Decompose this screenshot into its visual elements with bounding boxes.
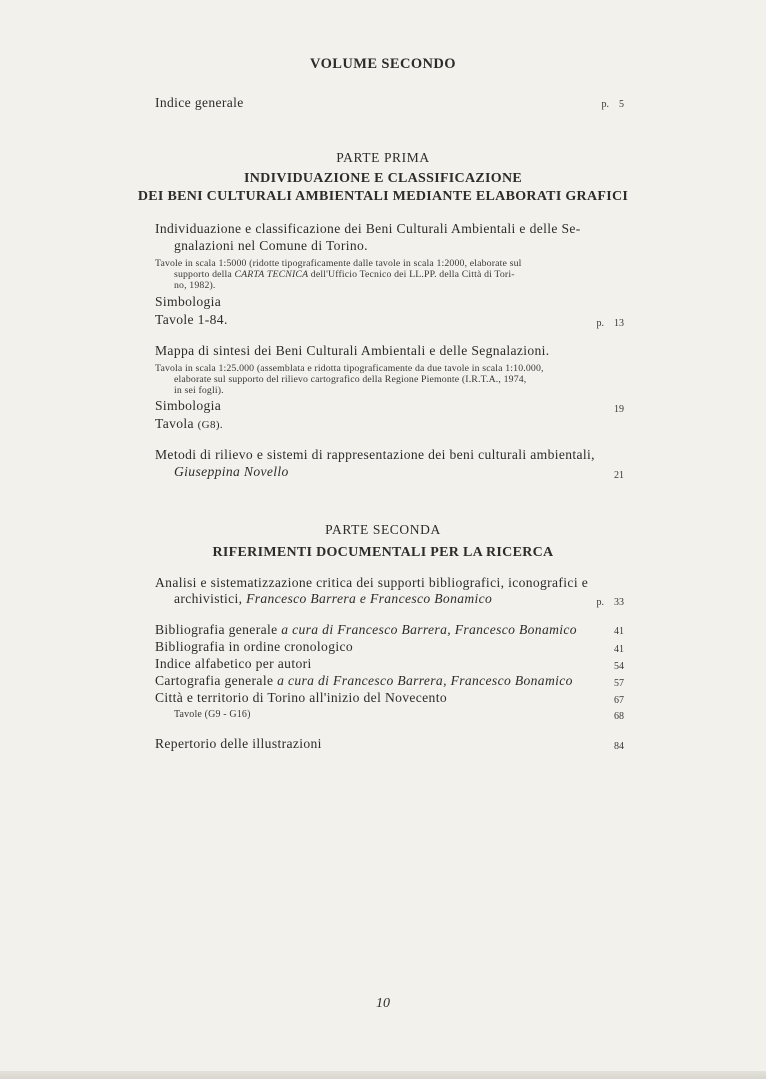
entry-repertorio-illustrazioni: Repertorio delle illustrazioni (155, 736, 322, 751)
indice-alfabetico-page: 54 (614, 661, 624, 672)
scan-edge (0, 1071, 766, 1079)
parte-seconda-title: RIFERIMENTI DOCUMENTALI PER LA RICERCA (212, 545, 554, 560)
tavole-page-number: p. 13 (596, 318, 624, 329)
metodi-page-number: 21 (614, 470, 624, 481)
entry-individuazione-note-line3: no, 1982). (174, 280, 216, 291)
bibliografia-cronologico-page: 41 (614, 644, 624, 655)
entry-mappa-note-line3: in sei fogli). (174, 385, 224, 396)
simbologia-page-number: 19 (614, 404, 624, 415)
parte-prima-title-line1: INDIVIDUAZIONE E CLASSIFICAZIONE (244, 171, 522, 186)
entry-tavole-1-84: Tavole 1-84. (155, 312, 228, 327)
entry-tavola-g8: Tavola (G8). (155, 416, 223, 431)
page-folio: 10 (376, 996, 390, 1011)
entry-individuazione-line2: gnalazioni nel Comune di Torino. (174, 238, 368, 253)
bibliografia-generale-page: 41 (614, 626, 624, 637)
volume-title: VOLUME SECONDO (310, 56, 456, 72)
entry-individuazione-line1: Individuazione e classificazione dei Beni Culturali Ambientali e delle Se- (155, 221, 581, 236)
entry-indice-alfabetico: Indice alfabetico per autori (155, 656, 312, 671)
parte-seconda-heading: PARTE SECONDA (325, 522, 441, 537)
citta-territorio-page: 67 (614, 695, 624, 706)
entry-analisi-line2: archivistici, Francesco Barrera e Francesco Bonamico (174, 591, 493, 606)
entry-simbologia-1: Simbologia (155, 294, 222, 309)
entry-bibliografia-generale: Bibliografia generale a cura di Francesco Barrera, Francesco Bonamico (155, 622, 577, 637)
entry-simbologia-2: Simbologia (155, 398, 222, 413)
entry-mappa-note-line1: Tavola in scala 1:25.000 (assemblata e ridotta tipograficamente da due tavole in scala 1:10.000, (155, 363, 544, 374)
entry-metodi-author: Giuseppina Novello (174, 464, 289, 479)
entry-tavole-g9-g16: Tavole (G9 - G16) (174, 709, 251, 720)
entry-cartografia-generale: Cartografia generale a cura di Francesco Barrera, Francesco Bonamico (155, 673, 573, 688)
entry-individuazione-note-line1: Tavole in scala 1:5000 (ridotte tipograficamente dalle tavole in scala 1:2000, elaborate sul (155, 258, 522, 269)
analisi-page-number: p. 33 (596, 597, 624, 608)
parte-prima-heading: PARTE PRIMA (336, 150, 430, 165)
tavole-g9-g16-page: 68 (614, 711, 624, 722)
indice-page-number: p. 5 (601, 99, 624, 110)
cartografia-generale-page: 57 (614, 678, 624, 689)
repertorio-page: 84 (614, 741, 624, 752)
entry-individuazione-note-line2: supporto della CARTA TECNICA dell'Ufficio Tecnico dei LL.PP. della Città di Tori- (174, 269, 515, 280)
entry-analisi-line1: Analisi e sistematizzazione critica dei supporti bibliografici, iconografici e (155, 575, 589, 590)
entry-citta-territorio: Città e territorio di Torino all'inizio del Novecento (155, 690, 447, 705)
entry-metodi-rilievo: Metodi di rilievo e sistemi di rappresentazione dei beni culturali ambientali, (155, 447, 595, 462)
entry-mappa-note-line2: elaborate sul supporto del rilievo cartografico della Regione Piemonte (I.R.T.A., 1974, (174, 374, 527, 385)
parte-prima-title-line2: DEI BENI CULTURALI AMBIENTALI MEDIANTE ELABORATI GRAFICI (137, 189, 629, 204)
entry-mappa-sintesi: Mappa di sintesi dei Beni Culturali Ambientali e delle Segnalazioni. (155, 343, 550, 358)
entry-bibliografia-cronologico: Bibliografia in ordine cronologico (155, 639, 354, 654)
indice-generale-entry: Indice generale (155, 95, 244, 110)
